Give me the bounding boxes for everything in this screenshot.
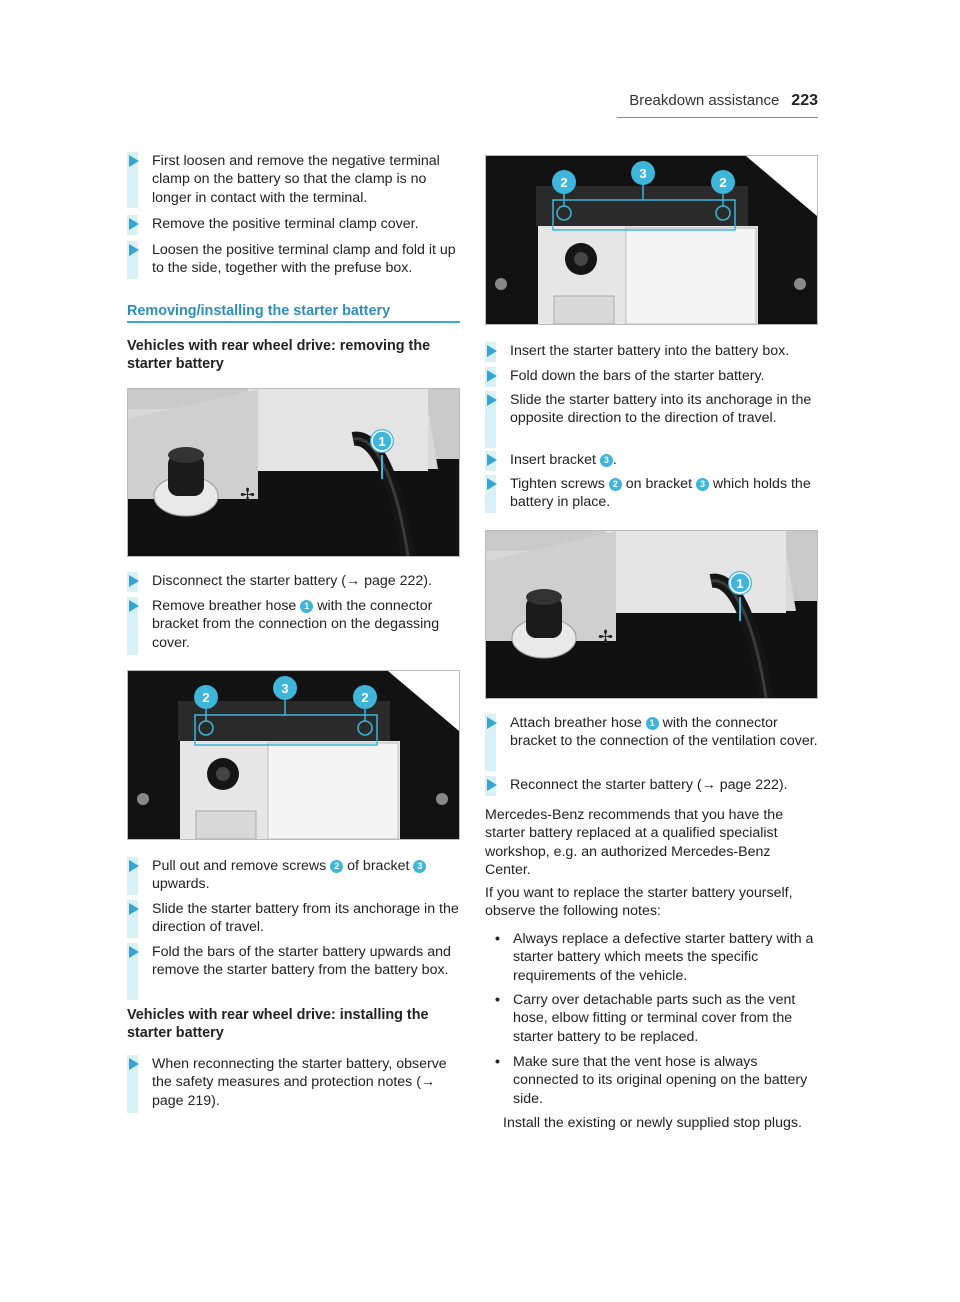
figure-label: 3 (639, 166, 647, 181)
callout-badge: 1 (300, 600, 313, 613)
step-slide-out: Slide the starter battery from its anchorage in the direction of travel. (127, 900, 460, 938)
section-heading: Removing/installing the starter battery (127, 303, 391, 319)
step-slide-in: Slide the starter battery into its anchorage in the opposite direction to the direction of travel. (485, 391, 818, 448)
callout-badge: 2 (330, 860, 343, 873)
step-loosen-negative: First loosen and remove the negative terminal clamp on the battery so that the clamp is no longer in contact with the terminal. (127, 152, 460, 208)
figure-label: 2 (560, 175, 568, 190)
list-item: • Make sure that the vent hose is always connected to its original opening on the battery side. (485, 1053, 818, 1108)
figure-label: 3 (281, 681, 289, 696)
step-arrow-icon (129, 946, 139, 958)
bullet-continuation: Install the existing or newly supplied stop plugs. (503, 1115, 802, 1131)
bullet-icon: • (495, 992, 500, 1008)
step-arrow-icon (129, 860, 139, 872)
step-attach-hose: Attach breather hose 1 with the connector bracket to the connection of the ventilation cover. (485, 714, 818, 771)
step-arrow-icon (129, 903, 139, 915)
step-arrow-icon (129, 600, 139, 612)
step-arrow-icon (487, 779, 497, 791)
section-rule (127, 321, 460, 323)
subhead-installing: Vehicles with rear wheel drive: installing the starter battery (127, 1007, 429, 1042)
step-fold-down: Fold down the bars of the starter battery. (485, 367, 818, 387)
figure-bracket-screws (127, 670, 460, 840)
step-arrow-icon (487, 478, 497, 490)
step-arrow-icon (129, 218, 139, 230)
step-arrow-icon (487, 454, 497, 466)
step-fold-up: Fold the bars of the starter battery upwards and remove the starter battery from the battery box. (127, 943, 460, 1000)
figure-breather-hose-removal (127, 388, 460, 557)
step-arrow-icon (129, 1058, 139, 1070)
svg-text:✢: ✢ (240, 485, 256, 506)
paragraph-notes-intro: If you want to replace the starter battery yourself, observe the following notes: (485, 885, 793, 920)
callout-badge: 3 (600, 454, 613, 467)
step-loosen-positive: Loosen the positive terminal clamp and fold it up to the side, together with the prefuse box. (127, 241, 460, 279)
step-insert-battery: Insert the starter battery into the battery box. (485, 342, 818, 362)
figure-bracket-install (485, 155, 818, 325)
step-tighten-screws: Tighten screws 2 on bracket 3 which holds the battery in place. (485, 475, 818, 513)
figure-label: 2 (202, 690, 210, 705)
step-arrow-icon (487, 717, 497, 729)
figure-label: 2 (361, 690, 369, 705)
step-arrow-icon (129, 575, 139, 587)
page-number: 223 (791, 92, 818, 109)
step-safety: When reconnecting the starter battery, observe the safety measures and protection notes (→ page 219). (127, 1055, 460, 1113)
step-remove-cover: Remove the positive terminal clamp cover. (127, 215, 460, 235)
step-insert-bracket: Insert bracket 3 . (485, 451, 818, 471)
figure-label: 1 (378, 434, 386, 449)
paragraph-recommendation: Mercedes-Benz recommends that you have the starter battery replaced at a qualified specialist workshop, e.g. an authorized Mercedes-Benz Center. (485, 807, 784, 879)
step-arrow-icon (487, 345, 497, 357)
figure-label: 2 (719, 175, 727, 190)
bullet-icon: • (495, 931, 500, 947)
bullet-icon: • (495, 1054, 500, 1070)
step-arrow-icon (487, 394, 497, 406)
callout-badge: 2 (609, 478, 622, 491)
step-arrow-icon (129, 155, 139, 167)
header-rule (617, 117, 818, 118)
callout-badge: 3 (696, 478, 709, 491)
step-pull-screws: Pull out and remove screws 2 of bracket 3 upwards. (127, 857, 460, 895)
header-title: Breakdown assistance (629, 92, 780, 109)
subhead-removing: Vehicles with rear wheel drive: removing the starter battery (127, 338, 431, 373)
step-remove-breather: Remove breather hose 1 with the connector bracket from the connection on the degassing cover. (127, 597, 460, 655)
figure-label: 1 (736, 576, 744, 591)
page-header (616, 92, 818, 110)
step-disconnect: Disconnect the starter battery (→ page 222). (127, 572, 460, 592)
list-item: • Carry over detachable parts such as the vent hose, elbow fitting or terminal cover from the starter battery to be replaced. (485, 991, 818, 1046)
step-arrow-icon (487, 370, 497, 382)
step-arrow-icon (129, 244, 139, 256)
svg-text:✢: ✢ (598, 627, 614, 648)
step-reconnect: Reconnect the starter battery (→ page 222). (485, 776, 818, 796)
figure-breather-hose-attach (485, 530, 818, 699)
callout-badge: 3 (413, 860, 426, 873)
list-item: • Always replace a defective starter battery with a starter battery which meets the specific requirements of the vehicle. (485, 930, 818, 985)
callout-badge: 1 (646, 717, 659, 730)
